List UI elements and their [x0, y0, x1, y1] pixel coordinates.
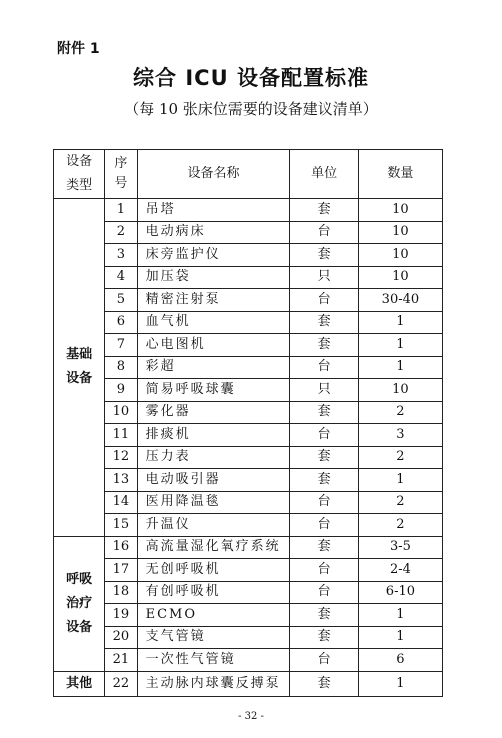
header-no-line2: 号: [114, 176, 128, 191]
equipment-name: 心电图机: [137, 334, 290, 357]
category-label: 设备: [66, 371, 93, 387]
equipment-name: 雾化器: [137, 401, 290, 424]
unit-cell: 套: [290, 334, 358, 357]
unit-cell: 套: [290, 671, 358, 696]
equipment-name: 加压袋: [137, 266, 290, 289]
quantity-cell: 10: [358, 221, 442, 244]
header-type-line1: 设备: [66, 154, 93, 169]
category-cell: [54, 199, 105, 537]
equipment-name: 精密注射泵: [137, 289, 290, 312]
category-label: 其他: [66, 675, 93, 691]
equipment-table: [53, 149, 443, 697]
quantity-cell: 10: [358, 199, 442, 222]
equipment-name: 简易呼吸球囊: [137, 379, 290, 402]
unit-cell: 台: [290, 491, 358, 514]
row-number: 10: [105, 401, 137, 424]
equipment-name: 无创呼吸机: [137, 559, 290, 582]
quantity-cell: 2: [358, 446, 442, 469]
table-row: [54, 671, 443, 696]
row-number: 13: [105, 469, 137, 492]
row-number: 8: [105, 356, 137, 379]
table-row: [54, 581, 443, 604]
equipment-name: 医用降温毯: [137, 491, 290, 514]
table-row: [54, 356, 443, 379]
unit-cell: 套: [290, 311, 358, 334]
category-label: 设备: [66, 619, 93, 635]
row-number: 1: [105, 199, 137, 222]
table-row: [54, 401, 443, 424]
equipment-name: 床旁监护仪: [137, 244, 290, 267]
header-no-line1: 序: [114, 156, 128, 171]
table-row: [54, 514, 443, 537]
equipment-name: 电动吸引器: [137, 469, 290, 492]
row-number: 7: [105, 334, 137, 357]
quantity-cell: 1: [358, 334, 442, 357]
quantity-cell: 2: [358, 491, 442, 514]
document-title: 综合 ICU 设备配置标准: [133, 66, 369, 90]
equipment-name: 高流量湿化氧疗系统: [137, 536, 290, 559]
table-body: [54, 199, 443, 697]
category-cell: [54, 671, 105, 696]
table-row: [54, 199, 443, 222]
unit-cell: 台: [290, 581, 358, 604]
header-type: [54, 150, 105, 199]
row-number: 2: [105, 221, 137, 244]
table-row: [54, 379, 443, 402]
equipment-name: 压力表: [137, 446, 290, 469]
table-row: [54, 244, 443, 267]
quantity-cell: 1: [358, 671, 442, 696]
row-number: 5: [105, 289, 137, 312]
category-cell: [54, 536, 105, 671]
table-row: [54, 491, 443, 514]
category-label: 基础: [66, 347, 93, 363]
unit-cell: 只: [290, 266, 358, 289]
attachment-label: 附件 1: [57, 41, 100, 57]
page-number: - 32 -: [238, 711, 264, 722]
unit-cell: 套: [290, 469, 358, 492]
header-no: [105, 150, 137, 199]
equipment-name: 一次性气管镜: [137, 649, 290, 672]
row-number: 19: [105, 604, 137, 627]
header-unit: 单位: [290, 150, 358, 199]
equipment-name: 主动脉内球囊反搏泵: [137, 671, 290, 696]
quantity-cell: 2-4: [358, 559, 442, 582]
unit-cell: 套: [290, 446, 358, 469]
row-number: 9: [105, 379, 137, 402]
unit-cell: 台: [290, 514, 358, 537]
header-qty: 数量: [358, 150, 442, 199]
row-number: 18: [105, 581, 137, 604]
row-number: 15: [105, 514, 137, 537]
equipment-name: 有创呼吸机: [137, 581, 290, 604]
unit-cell: 套: [290, 536, 358, 559]
row-number: 4: [105, 266, 137, 289]
unit-cell: 套: [290, 604, 358, 627]
row-number: 21: [105, 649, 137, 672]
equipment-name: 电动病床: [137, 221, 290, 244]
row-number: 17: [105, 559, 137, 582]
quantity-cell: 2: [358, 401, 442, 424]
quantity-cell: 3-5: [358, 536, 442, 559]
table-row: [54, 536, 443, 559]
row-number: 11: [105, 424, 137, 447]
table-row: [54, 424, 443, 447]
equipment-name: 支气管镜: [137, 626, 290, 649]
table-row: [54, 469, 443, 492]
table-row: [54, 604, 443, 627]
row-number: 14: [105, 491, 137, 514]
unit-cell: 套: [290, 244, 358, 267]
table-row: [54, 311, 443, 334]
table-row: [54, 289, 443, 312]
row-number: 16: [105, 536, 137, 559]
unit-cell: 套: [290, 199, 358, 222]
unit-cell: 台: [290, 356, 358, 379]
quantity-cell: 1: [358, 356, 442, 379]
row-number: 12: [105, 446, 137, 469]
quantity-cell: 10: [358, 266, 442, 289]
table-row: [54, 334, 443, 357]
equipment-name: ECMO: [137, 604, 290, 627]
quantity-cell: 1: [358, 604, 442, 627]
unit-cell: 台: [290, 289, 358, 312]
row-number: 6: [105, 311, 137, 334]
row-number: 20: [105, 626, 137, 649]
unit-cell: 台: [290, 424, 358, 447]
quantity-cell: 1: [358, 311, 442, 334]
equipment-name: 升温仪: [137, 514, 290, 537]
header-type-line2: 类型: [66, 178, 93, 193]
table-row: [54, 446, 443, 469]
category-label: 呼吸: [66, 571, 93, 587]
row-number: 3: [105, 244, 137, 267]
equipment-name: 吊塔: [137, 199, 290, 222]
quantity-cell: 6: [358, 649, 442, 672]
category-label: 治疗: [66, 595, 93, 611]
quantity-cell: 3: [358, 424, 442, 447]
quantity-cell: 1: [358, 469, 442, 492]
row-number: 22: [105, 671, 137, 696]
quantity-cell: 10: [358, 379, 442, 402]
unit-cell: 台: [290, 649, 358, 672]
unit-cell: 套: [290, 401, 358, 424]
unit-cell: 台: [290, 559, 358, 582]
equipment-name: 彩超: [137, 356, 290, 379]
unit-cell: 只: [290, 379, 358, 402]
unit-cell: 台: [290, 221, 358, 244]
table-row: [54, 626, 443, 649]
table-row: [54, 559, 443, 582]
table-header-row: [54, 150, 443, 199]
equipment-name: 血气机: [137, 311, 290, 334]
equipment-name: 排痰机: [137, 424, 290, 447]
header-name: 设备名称: [137, 150, 290, 199]
quantity-cell: 30-40: [358, 289, 442, 312]
quantity-cell: 2: [358, 514, 442, 537]
quantity-cell: 1: [358, 626, 442, 649]
table-row: [54, 649, 443, 672]
quantity-cell: 10: [358, 244, 442, 267]
quantity-cell: 6-10: [358, 581, 442, 604]
unit-cell: 套: [290, 626, 358, 649]
table-row: [54, 266, 443, 289]
table-row: [54, 221, 443, 244]
document-subtitle: （每 10 张床位需要的设备建议清单）: [124, 100, 378, 118]
